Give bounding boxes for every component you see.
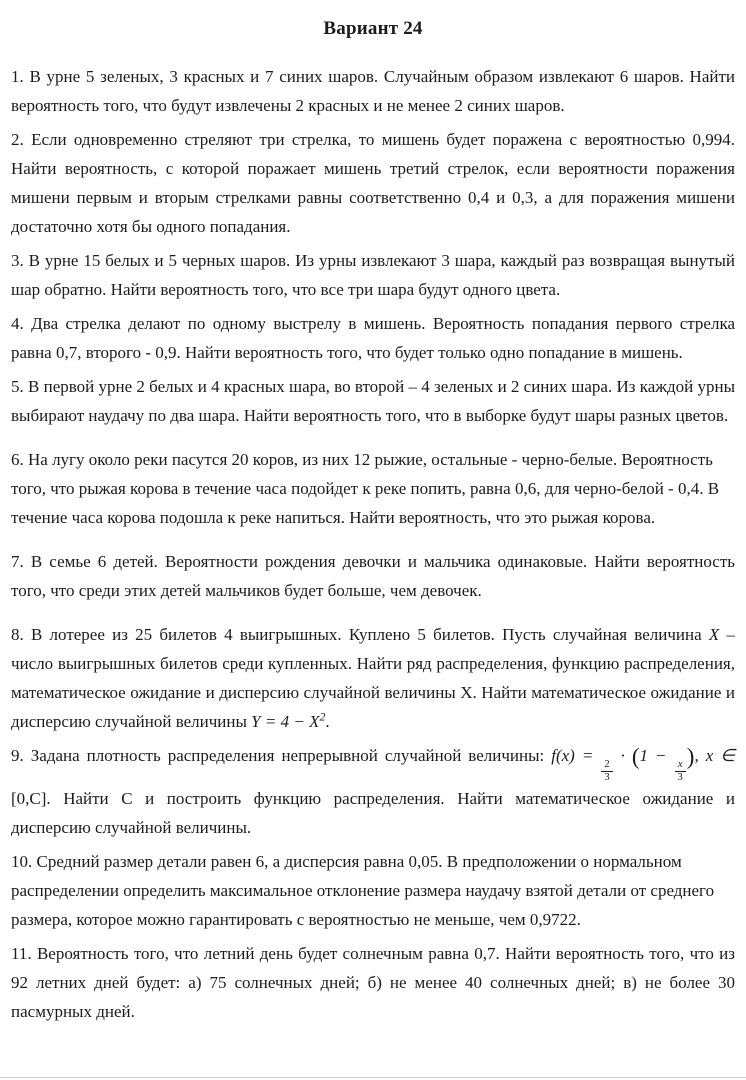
problem-8 <box>11 620 735 736</box>
problem-11: 11. Вероятность того, что летний день будет солнечным равна 0,7. Найти вероятность того, что из 92 летних дней будет: а) 75 солнечных дней; б) не менее 40 солнечных дней; в) не более 30 пасмурных дней. <box>11 944 735 1022</box>
problem-8-text-end: . <box>325 712 330 731</box>
math-x-in: , x ∈ <box>694 746 736 765</box>
problem-8-text-mid: – число выигрышных билетов среди купленных. Найти ряд распределения, функцию распределения, математическое ожидание и дисперсию случайной величины X. Найти математическое ожидание и дисперсию случайной величины <box>11 625 735 731</box>
problem-8-text-before: 8. В лотерее из 25 билетов 4 выигрышных. Куплено 5 билетов. Пусть случайная величина <box>11 625 709 644</box>
math-fraction-x-thirds <box>675 759 686 784</box>
problem-9-text-before: 9. Задана плотность распределения непрерывной случайной величины: <box>11 746 552 765</box>
fraction-denominator: 3 <box>604 771 610 783</box>
problem-7: 7. В семье 6 детей. Вероятности рождения девочки и мальчика одинаковые. Найти вероятность того, что среди этих детей мальчиков будет больше, чем девочек. <box>11 552 735 600</box>
problem-6: 6. На лугу около реки пасутся 20 коров, из них 12 рыжие, остальные - черно-белые. Вероятность того, что рыжая корова в течение часа подойдет к реке попить, равна 0,6, для черно-белой - 0,4. В течение часа корова подошла к реке напиться. Найти вероятность, что это рыжая корова. <box>11 450 720 527</box>
problem-2: 2. Если одновременно стреляют три стрелка, то мишень будет поражена с вероятностью 0,994. Найти вероятность, с которой поражает мишень третий стрелок, если вероятности поражения мишени первым и вторым стрелками равны соответственно 0,4 и 0,3, а для поражения мишени достаточно хотя бы одного попадания. <box>11 130 735 236</box>
math-cdot: · <box>620 746 625 765</box>
math-superscript-2: 2 <box>319 709 326 724</box>
page-bottom-rule <box>0 1077 746 1078</box>
problem-1: 1. В урне 5 зеленых, 3 красных и 7 синих шаров. Случайным образом извлекают 6 шаров. Найти вероятность того, что будут извлечены 2 красных и не менее 2 синих шаров. <box>11 67 735 115</box>
problem-5: 5. В первой урне 2 белых и 4 красных шара, во второй – 4 зеленых и 2 синих шара. Из каждой урны выбирают наудачу по два шара. Найти вероятность того, что в выборке будут шары разных цветов. <box>11 377 735 425</box>
fraction-numerator: 2 <box>601 759 612 772</box>
math-formula-y <box>251 709 326 731</box>
problem-4: 4. Два стрелка делают по одному выстрелу в мишень. Вероятность попадания первого стрелка равна 0,7, второго - 0,9. Найти вероятность того, что будет только одно попадание в мишень. <box>11 314 735 362</box>
math-right-paren: ) <box>686 743 695 769</box>
problem-10: 10. Средний размер детали равен 6, а дисперсия равна 0,05. В предположении о нормальном распределении определить максимальное отклонение размера наудачу взятой детали от среднего размера, которое можно гарантировать с вероятностью не меньше, чем 0,9722. <box>11 852 715 930</box>
math-fraction-two-thirds <box>601 759 612 784</box>
math-left-paren: ( <box>631 743 640 769</box>
page-title: Вариант 24 <box>323 18 423 39</box>
problem-9 <box>11 741 735 842</box>
math-one-minus: 1 − <box>639 746 667 765</box>
math-variable-x: X <box>708 625 720 644</box>
fraction-numerator: x <box>675 759 686 772</box>
math-formula-y-body: Y = 4 − X <box>251 712 320 731</box>
fraction-denominator: 3 <box>677 771 683 783</box>
problem-3: 3. В урне 15 белых и 5 черных шаров. Из урны извлекают 3 шара, каждый раз возвращая вынутый шар обратно. Найти вероятность того, что все три шара будут одного цвета. <box>11 251 735 299</box>
math-f-of-x: f(x) = <box>551 746 594 765</box>
problem-9-text-after: [0,C]. Найти C и построить функцию распределения. Найти математическое ожидание и дисперсию случайной величины. <box>11 789 735 838</box>
